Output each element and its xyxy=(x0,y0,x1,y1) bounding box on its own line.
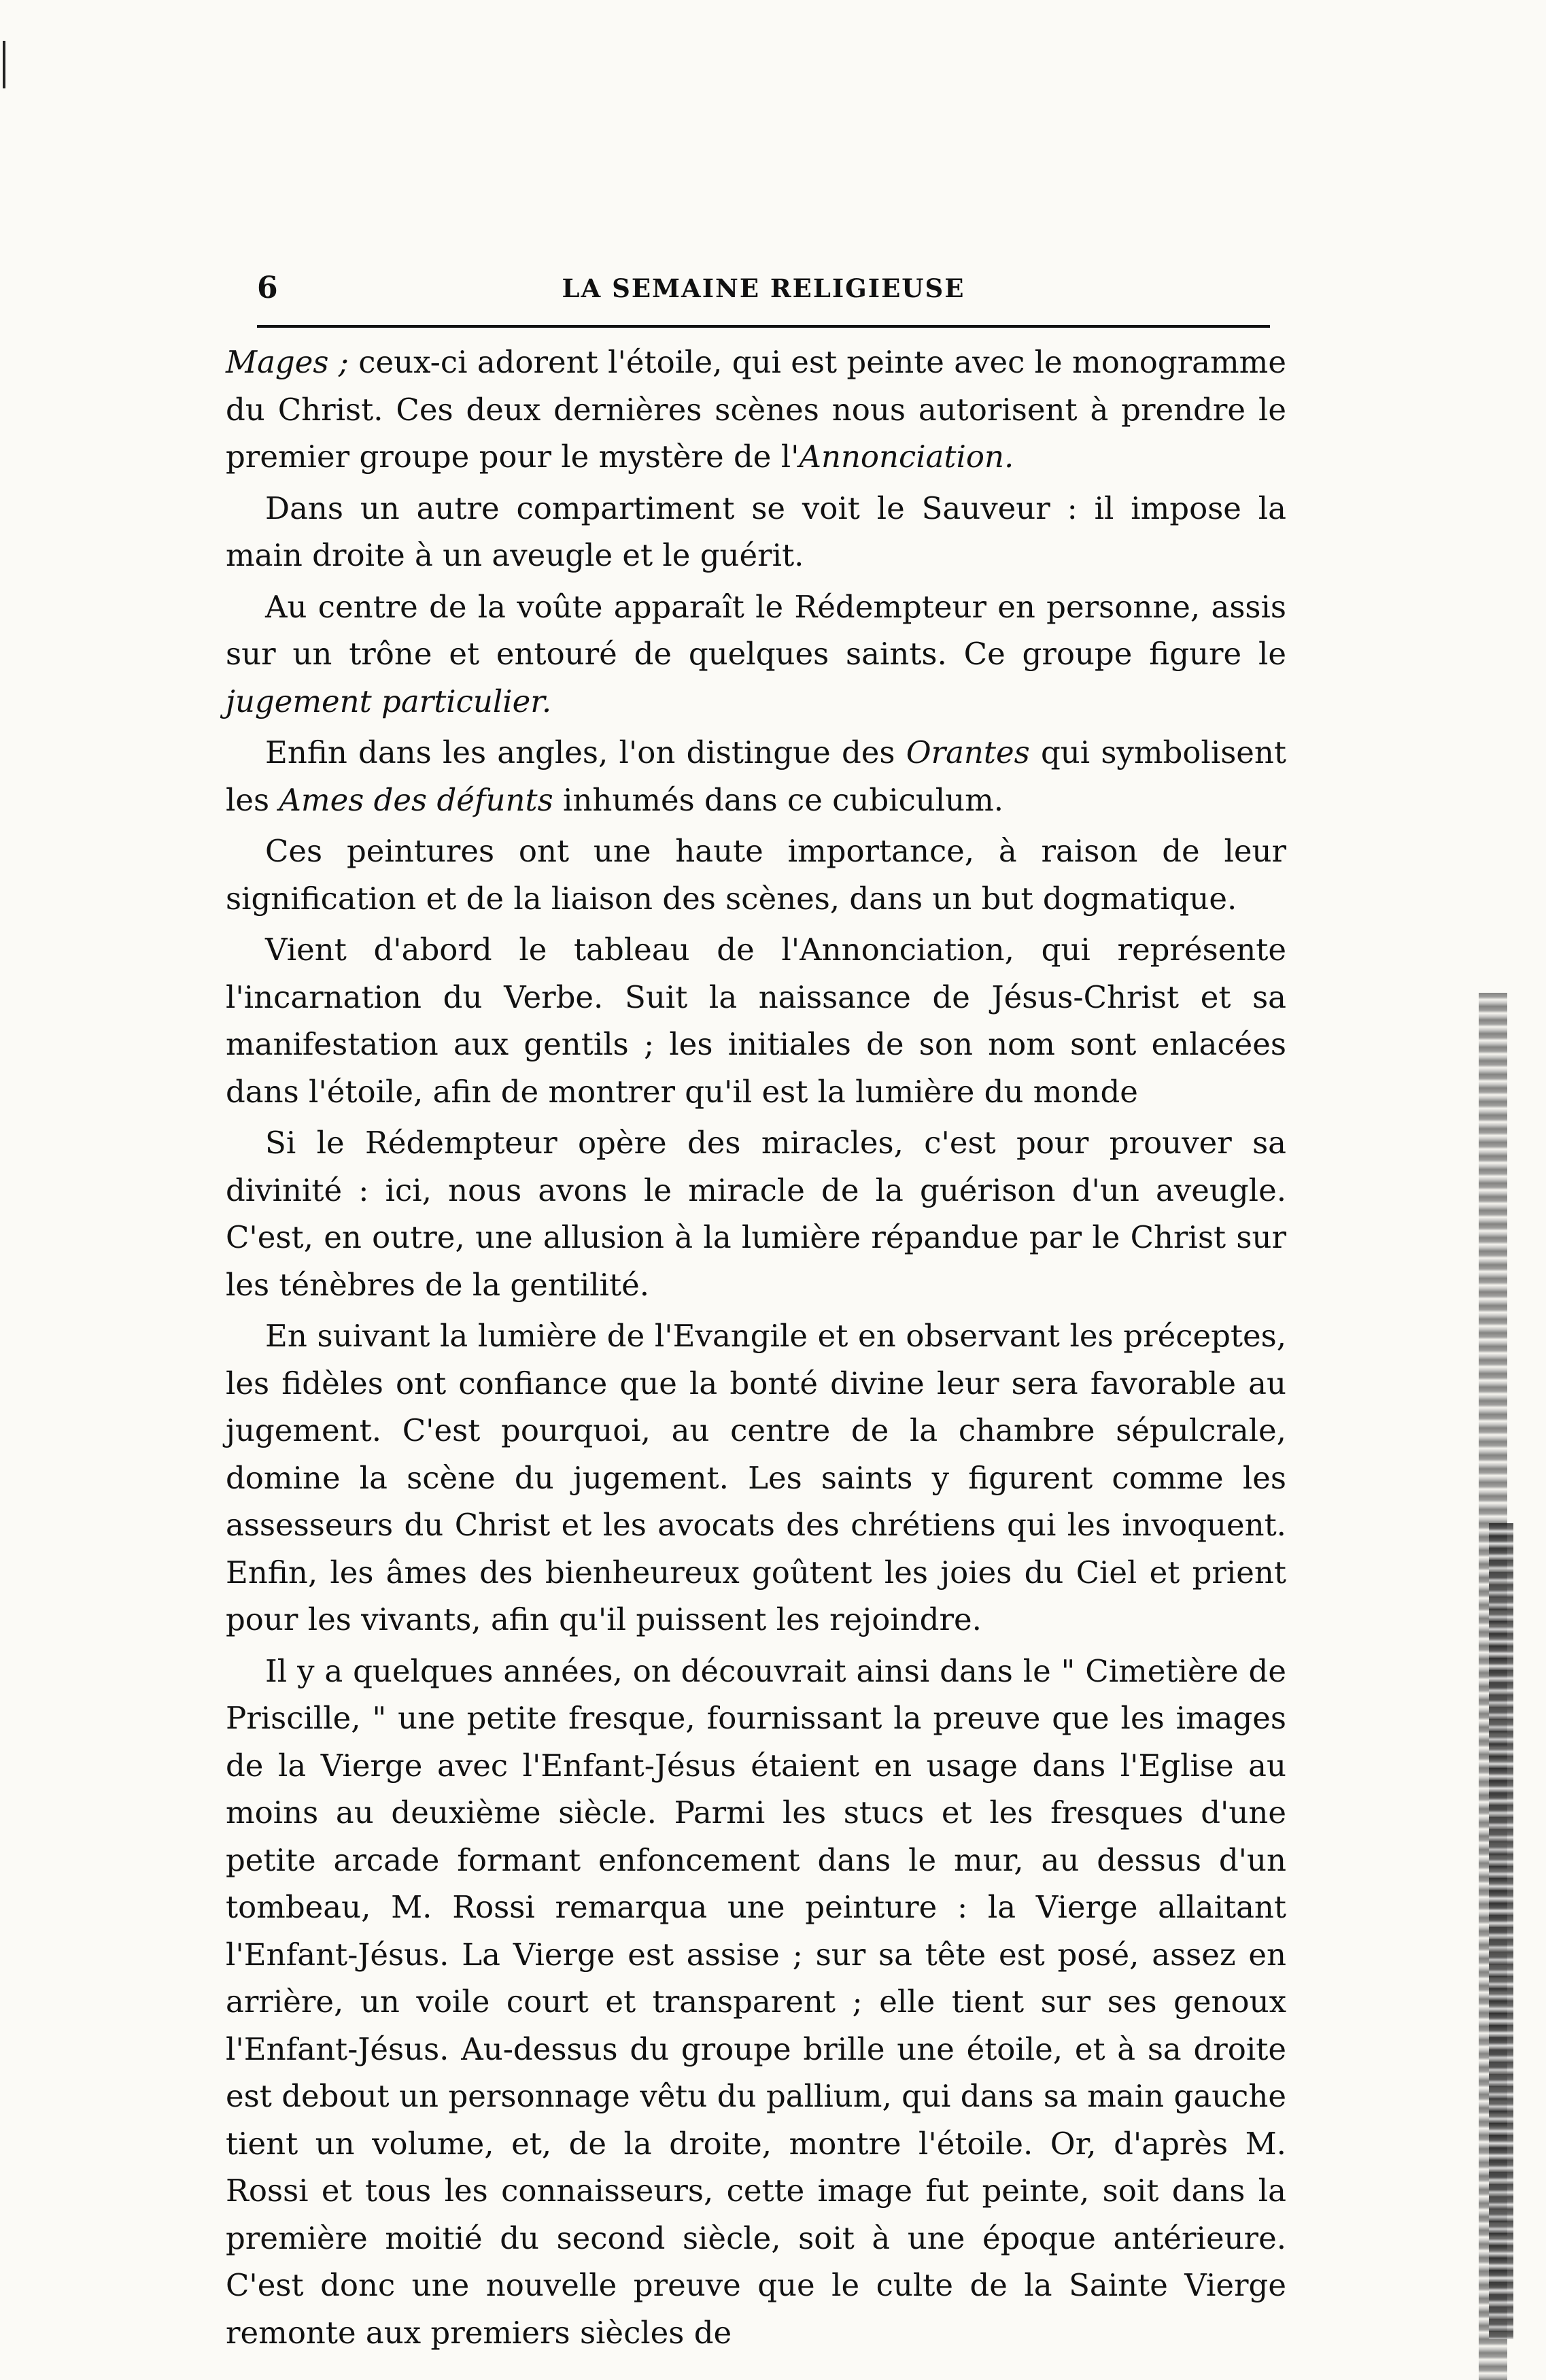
paragraph-text: Si le Rédempteur opère des miracles, c'est pour prouver sa divinité : ici, nous avons le miracle de la guérison d'un aveugle. C'est, en outre, une allusion à la lumière répandue par le Christ sur les ténèbres de la gentilité. xyxy=(226,1125,1286,1303)
paragraph-text: Au centre de la voûte apparaît le Rédempteur en personne, assis sur un trône et entouré de quelques saints. Ce groupe figure le xyxy=(226,588,1286,672)
paragraph-9 xyxy=(226,1648,1286,2357)
scan-edge-mark xyxy=(3,41,5,88)
italic-term: jugement particulier. xyxy=(226,683,552,719)
italic-term: Orantes xyxy=(906,734,1030,770)
paragraph-7 xyxy=(226,1119,1286,1308)
scan-edge-strip-dark xyxy=(1489,1523,1513,2339)
body-text xyxy=(226,339,1286,2356)
paragraph-text: Enfin dans les angles, l'on distingue des xyxy=(265,734,906,770)
paragraph-4 xyxy=(226,729,1286,823)
italic-term: Mages ; xyxy=(226,344,349,380)
paragraph-8 xyxy=(226,1312,1286,1644)
paragraph-text: ceux-ci adorent l'étoile, qui est peinte avec le monogramme du Christ. Ces deux dernières scènes nous autorisent à prendre le premier groupe pour le mystère de l' xyxy=(226,344,1286,475)
running-header xyxy=(257,267,1270,310)
running-title: LA SEMAINE RELIGIEUSE xyxy=(562,273,965,303)
header-rule xyxy=(257,325,1270,328)
paragraph-text: Dans un autre compartiment se voit le Sauveur : il impose la main droite à un aveugle et le guérit. xyxy=(226,490,1286,573)
paragraph-text: Ces peintures ont une haute importance, à raison de leur signification et de la liaison des scènes, dans un but dogmatique. xyxy=(226,833,1286,917)
paragraph-6 xyxy=(226,926,1286,1115)
italic-term: Annonciation. xyxy=(799,439,1014,475)
page-number: 6 xyxy=(257,271,278,305)
paragraph-2 xyxy=(226,485,1286,579)
paragraph-1 xyxy=(226,339,1286,481)
italic-term: Ames des défunts xyxy=(279,781,553,818)
paragraph-3 xyxy=(226,583,1286,726)
paragraph-text: Il y a quelques années, on découvrait ainsi dans le " Cimetière de Priscille, " une petite fresque, fournissant la preuve que les images de la Vierge avec l'Enfant-Jésus étaient en usage dans l'Eglise au moins au deuxième siècle. Parmi les stucs et les fresques d'une petite arcade formant enfoncement dans le mur, au dessus d'un tombeau, M. Rossi remarqua une peinture : la Vierge allaitant l'Enfant-Jésus. La Vierge est assise ; sur sa tête est posé, assez en arrière, un voile court et transparent ; elle tient sur ses genoux l'Enfant-Jésus. Au-dessus du groupe brille une étoile, et à sa droite est debout un personnage vêtu du pallium, qui dans sa main gauche tient un volume, et, de la droite, montre l'étoile. Or, d'après M. Rossi et tous les connaisseurs, cette image fut peinte, soit dans la première moitié du second siècle, soit à une époque antérieure. C'est donc une nouvelle preuve que le culte de la Sainte Vierge remonte aux premiers siècles de xyxy=(226,1652,1286,2351)
paragraph-text: En suivant la lumière de l'Evangile et en observant les préceptes, les fidèles ont confiance que la bonté divine leur sera favorable au jugement. C'est pourquoi, au centre de la chambre sépulcrale, domine la scène du jugement. Les saints y figurent comme les assesseurs du Christ et les avocats des chrétiens qui les invoquent. Enfin, les âmes des bienheureux goûtent les joies du Ciel et prient pour les vivants, afin qu'il puissent les rejoindre. xyxy=(226,1318,1286,1637)
paragraph-text: Vient d'abord le tableau de l'Annonciation, qui représente l'incarnation du Verbe. Suit la naissance de Jésus-Christ et sa manifestation aux gentils ; les initiales de son nom sont enlacées dans l'étoile, afin de montrer qu'il est la lumière du monde xyxy=(226,932,1286,1110)
paragraph-text: inhumés dans ce cubiculum. xyxy=(553,781,1004,818)
paragraph-text: qui symbolisent les xyxy=(226,734,1286,818)
paragraph-5 xyxy=(226,828,1286,922)
